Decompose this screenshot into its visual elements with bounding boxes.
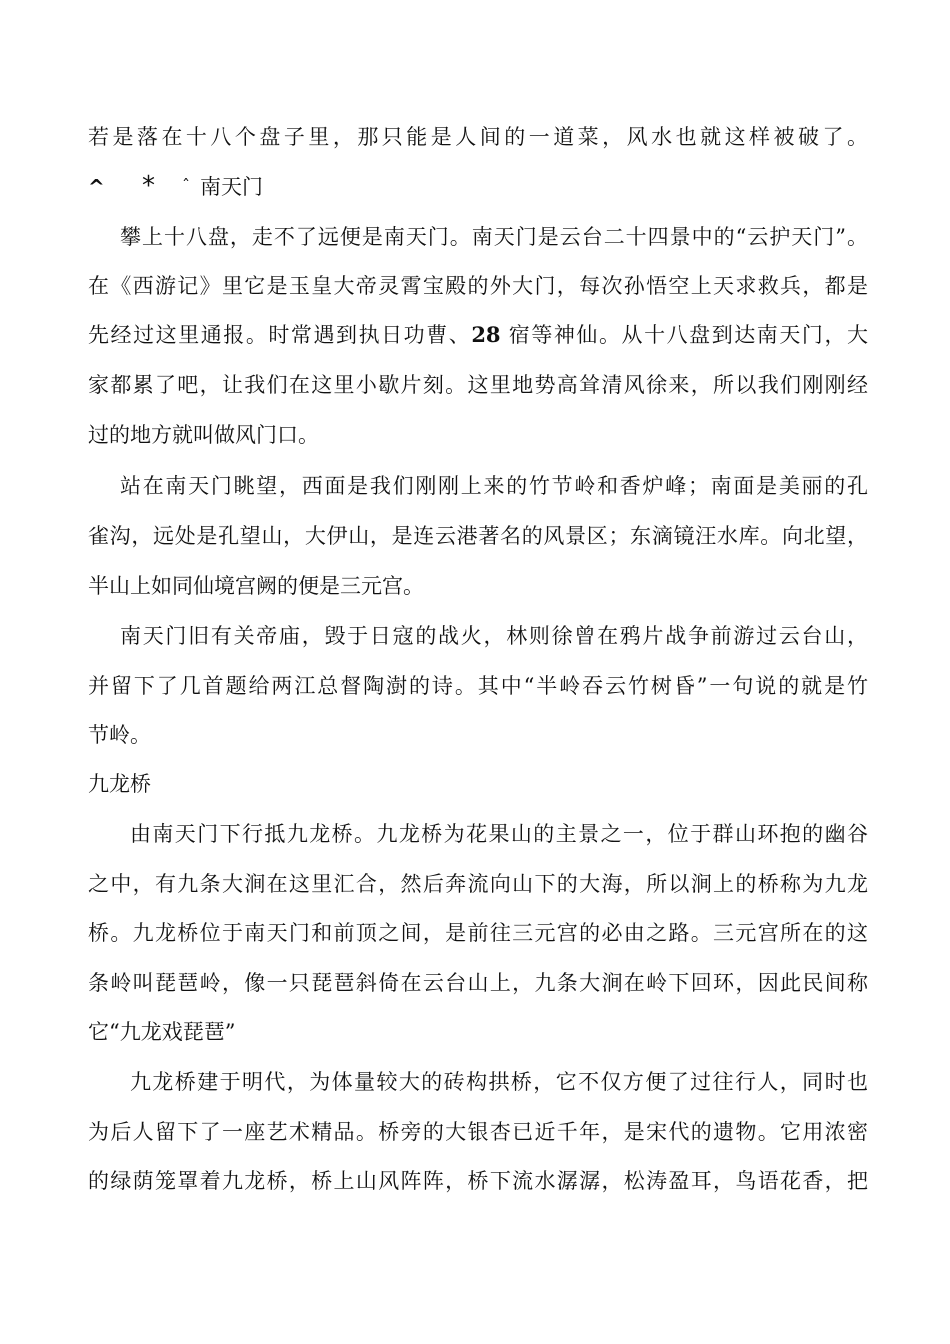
paragraph-line: 由南天门下行抵九龙桥。九龙桥为花果山的主景之一，位于群山环抱的幽谷 [130, 822, 868, 846]
small-caret-mark: ˆ [182, 176, 190, 195]
paragraph-line: 为后人留下了一座艺术精品。桥旁的大银杏已近千年，是宋代的遗物。它用浓密 [88, 1120, 868, 1144]
paragraph-line: 站在南天门眺望，西面是我们刚刚上来的竹节岭和香炉峰；南面是美丽的孔 [120, 474, 868, 498]
paragraph-line [88, 315, 868, 355]
paragraph-line: 之中，有九条大涧在这里汇合，然后奔流向山下的大海，所以涧上的桥称为九龙 [88, 872, 868, 896]
section-heading-jiulongqiao: 九龙桥 [88, 772, 151, 796]
paragraph-line: 若是落在十八个盘子里，那只能是人间的一道菜，风水也就这样被破了。 [88, 125, 868, 149]
line-suffix: 宿等神仙。从十八盘到达南天门，大 [508, 323, 868, 347]
paragraph-line: 在《西游记》里它是玉皇大帝灵霄宝殿的外大门，每次孙悟空上天求救兵，都是 [88, 274, 868, 298]
paragraph-line: 节岭。 [88, 723, 151, 747]
section-title: 南天门 [200, 175, 263, 199]
paragraph-line: 的绿荫笼罩着九龙桥，桥上山风阵阵，桥下流水潺潺，松涛盈耳，鸟语花香，把 [88, 1169, 868, 1193]
paragraph-line: 半山上如同仙境宫阙的便是三元宫。 [88, 574, 424, 598]
section-heading-nantianmen [88, 166, 263, 206]
paragraph-line: 攀上十八盘，走不了远便是南天门。南天门是云台二十四景中的“云护天门”。 [120, 225, 868, 249]
line-prefix: 先经过这里通报。时常遇到执日功曹、 [88, 323, 472, 347]
paragraph-line: 家都累了吧，让我们在这里小歇片刻。这里地势高耸清风徐来，所以我们刚刚经 [88, 373, 868, 397]
paragraph-line: 桥。九龙桥位于南天门和前顶之间，是前往三元宫的必由之路。三元宫所在的这 [88, 921, 868, 945]
paragraph-line: 过的地方就叫做风门口。 [88, 423, 319, 447]
paragraph-line: 它“九龙戏琵琶” [88, 1020, 236, 1044]
paragraph-line: 雀沟，远处是孔望山，大伊山，是连云港著名的风景区；东滴镜汪水库。向北望， [88, 524, 868, 548]
paragraph-line: 九龙桥建于明代，为体量较大的砖构拱桥，它不仅方便了过往行人，同时也 [130, 1070, 868, 1094]
caret-mark: ^ [88, 175, 105, 199]
asterisk-mark: * [142, 171, 155, 201]
paragraph-line: 条岭叫琵琶岭，像一只琵琶斜倚在云台山上，九条大涧在岭下回环，因此民间称 [88, 971, 868, 995]
bold-number: 28 [471, 322, 501, 347]
paragraph-line: 南天门旧有关帝庙，毁于日寇的战火，林则徐曾在鸦片战争前游过云台山， [120, 624, 868, 648]
paragraph-line: 并留下了几首题给两江总督陶澍的诗。其中“半岭吞云竹树昏”一句说的就是竹 [88, 674, 868, 698]
